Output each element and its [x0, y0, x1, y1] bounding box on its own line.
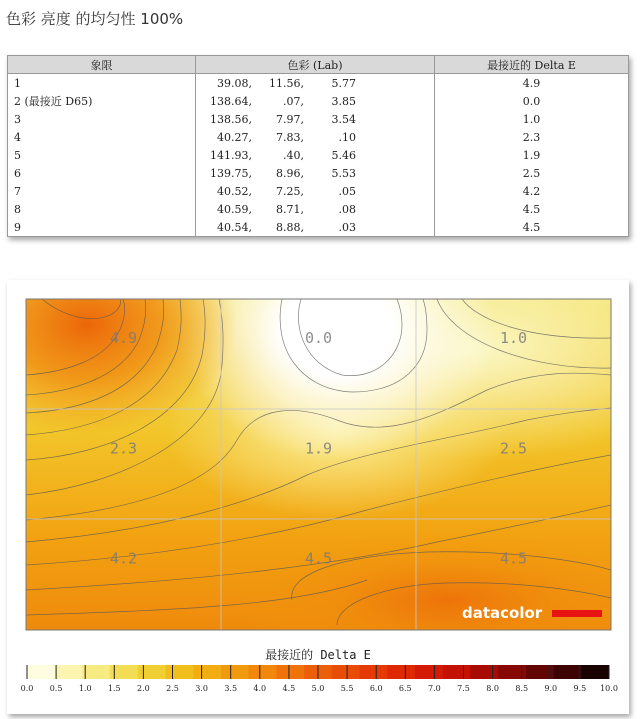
cell-lab — [196, 128, 435, 146]
table-row — [8, 218, 629, 237]
colorbar-tick-label: 5.5 — [340, 684, 354, 693]
colorbar-swatch — [249, 665, 277, 679]
cell-value-label: 4.5 — [304, 549, 333, 568]
cell-quadrant: 2 (最接近 D65) — [8, 92, 196, 110]
lab-l: 139.75, — [210, 166, 252, 180]
cell-delta-e: 4.5 — [435, 218, 629, 237]
lab-a: 7.83, — [276, 130, 304, 144]
uniformity-table — [7, 55, 629, 237]
table-row — [8, 200, 629, 218]
table-row — [8, 146, 629, 164]
cell-value-label: 0.0 — [304, 329, 333, 347]
lab-a: 7.97, — [276, 112, 304, 126]
lab-b: 3.85 — [331, 94, 356, 108]
lab-a: 8.71, — [276, 202, 304, 216]
colorbar-swatch — [138, 665, 166, 679]
cell-value-label: 4.2 — [109, 549, 138, 568]
colorbar-tick-label: 8.0 — [486, 684, 499, 693]
table-row — [8, 92, 629, 110]
colorbar-tick-label: 4.5 — [282, 684, 296, 693]
lab-b: .03 — [338, 220, 356, 234]
colorbar-tick-label: 6.0 — [369, 684, 383, 693]
cell-lab — [196, 218, 435, 237]
cell-value-label: 2.3 — [109, 439, 138, 458]
cell-delta-e: 4.5 — [435, 200, 629, 218]
cell-quadrant: 3 — [8, 110, 196, 128]
brand-text: datacolor — [462, 604, 543, 622]
colorbar-tick-label: 2.5 — [166, 684, 179, 693]
colorbar-tick-label: 3.5 — [224, 684, 238, 693]
page-title: 色彩 亮度 的均匀性 100% — [6, 10, 184, 28]
colorbar-tick-label: 9.0 — [544, 684, 558, 693]
cell-delta-e: 0.0 — [435, 92, 629, 110]
colorbar-swatch — [276, 665, 304, 679]
cell-quadrant: 5 — [8, 146, 196, 164]
table-row — [8, 164, 629, 182]
colorbar-swatch — [193, 665, 221, 679]
cell-quadrant: 6 — [8, 164, 196, 182]
colorbar-tick-label: 7.0 — [428, 684, 441, 693]
cell-value-label: 2.5 — [499, 439, 528, 458]
lab-l: 40.54, — [217, 220, 252, 234]
cell-delta-e: 1.9 — [435, 146, 629, 164]
colorbar-tick-label: 6.5 — [398, 684, 412, 693]
cell-lab — [196, 146, 435, 164]
uniformity-heatmap — [7, 280, 629, 714]
header-quadrant: 象限 — [8, 56, 196, 74]
colorbar-tick-label: 0.5 — [49, 684, 63, 693]
lab-l: 40.27, — [217, 130, 252, 144]
header-delta-e: 最接近的 Delta E — [435, 56, 629, 74]
colorbar-tick-label: 5.0 — [311, 684, 325, 693]
lab-a: 11.56, — [269, 76, 304, 90]
colorbar-swatch — [332, 665, 360, 679]
colorbar-swatch — [526, 665, 554, 679]
table-row — [8, 128, 629, 146]
cell-lab — [196, 92, 435, 110]
lab-b: .08 — [338, 202, 356, 216]
cell-value-label: 1.9 — [304, 439, 333, 458]
cell-quadrant: 9 — [8, 218, 196, 237]
lab-l: 39.08, — [217, 76, 252, 90]
cell-lab — [196, 182, 435, 200]
cell-lab — [196, 200, 435, 218]
cell-value-label: 1.0 — [499, 329, 528, 347]
cell-delta-e: 2.5 — [435, 164, 629, 182]
heatmap-panel — [7, 280, 629, 714]
cell-lab — [196, 164, 435, 182]
colorbar-tick-label: 10.0 — [600, 684, 618, 693]
colorbar-swatch — [581, 665, 609, 679]
lab-a: 8.88, — [276, 220, 304, 234]
table-row — [8, 182, 629, 200]
cell-quadrant: 1 — [8, 74, 196, 93]
colorbar-swatch — [470, 665, 498, 679]
lab-b: 5.53 — [331, 166, 356, 180]
cell-value-label: 4.9 — [109, 329, 138, 347]
lab-a: .40, — [283, 148, 304, 162]
lab-b: 5.77 — [331, 76, 356, 90]
lab-l: 138.56, — [210, 112, 252, 126]
colorbar-label: 最接近的 Delta E — [265, 648, 371, 662]
lab-b: .05 — [338, 184, 356, 198]
colorbar-swatch — [221, 665, 249, 679]
cell-lab — [196, 110, 435, 128]
cell-delta-e: 4.9 — [435, 74, 629, 93]
colorbar-swatch — [415, 665, 443, 679]
lab-b: .10 — [338, 130, 356, 144]
table-row — [8, 74, 629, 93]
lab-b: 3.54 — [331, 112, 356, 126]
colorbar-tick-label: 2.0 — [137, 684, 150, 693]
lab-a: .07, — [283, 94, 304, 108]
colorbar-tick-label: 8.5 — [515, 684, 529, 693]
lab-l: 40.52, — [217, 184, 252, 198]
colorbar-tick-label: 3.0 — [195, 684, 208, 693]
colorbar-tick-label: 1.5 — [107, 684, 121, 693]
header-lab: 色彩 (Lab) — [196, 56, 435, 74]
colorbar-tick-label: 1.0 — [78, 684, 92, 693]
lab-l: 141.93, — [210, 148, 252, 162]
cell-quadrant: 7 — [8, 182, 196, 200]
cell-quadrant: 8 — [8, 200, 196, 218]
lab-l: 40.59, — [217, 202, 252, 216]
colorbar-swatch — [27, 665, 55, 679]
colorbar-swatch — [55, 665, 83, 679]
cell-delta-e: 2.3 — [435, 128, 629, 146]
colorbar-swatch — [554, 665, 582, 679]
colorbar-tick-label: 9.5 — [573, 684, 587, 693]
cell-delta-e: 4.2 — [435, 182, 629, 200]
colorbar-tick-label: 0.0 — [20, 684, 34, 693]
colorbar — [21, 665, 618, 693]
lab-a: 7.25, — [276, 184, 304, 198]
lab-a: 8.96, — [276, 166, 304, 180]
cell-delta-e: 1.0 — [435, 110, 629, 128]
colorbar-swatch — [360, 665, 388, 679]
colorbar-swatch — [387, 665, 415, 679]
colorbar-swatch — [166, 665, 194, 679]
table-row — [8, 110, 629, 128]
colorbar-tick-label: 7.5 — [457, 684, 470, 693]
colorbar-swatch — [443, 665, 471, 679]
colorbar-tick-label: 4.0 — [253, 684, 267, 693]
colorbar-swatch — [82, 665, 110, 679]
cell-value-label: 4.5 — [499, 549, 528, 568]
lab-b: 5.46 — [331, 148, 356, 162]
lab-l: 138.64, — [210, 94, 252, 108]
cell-quadrant: 4 — [8, 128, 196, 146]
brand-bar — [552, 610, 602, 617]
cell-lab — [196, 74, 435, 93]
